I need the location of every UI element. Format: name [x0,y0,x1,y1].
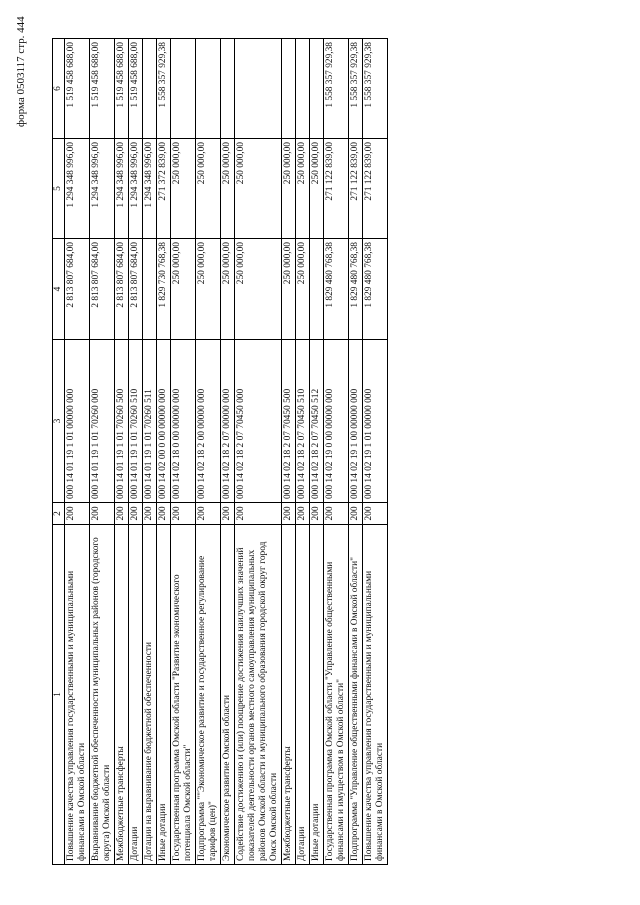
table-row [90,39,115,865]
cell-name: Государственная программа Омской области "Развитие экономического потенциала Омской области" [171,525,196,865]
cell-code: 200 [221,503,235,525]
cell-c6: 1 519 458 688,00 [129,39,143,139]
cell-code: 200 [235,503,282,525]
table-row [157,39,171,865]
table-row [363,39,388,865]
cell-c4: 250 000,00 [171,239,196,340]
cell-kbk: 000 14 02 19 1 01 00000 000 [363,340,388,503]
cell-name: Дотации на выравнивание бюджетной обеспеченности [143,525,157,865]
cell-c4: 2 813 807 684,00 [129,239,143,340]
table-row [129,39,143,865]
cell-kbk: 000 14 02 18 2 07 00000 000 [221,340,235,503]
cell-kbk: 000 14 01 19 1 01 00000 000 [65,340,90,503]
table-row [221,39,235,865]
cell-c5: 1 294 348 996,00 [143,139,157,239]
cell-code: 200 [363,503,388,525]
cell-c5: 250 000,00 [235,139,282,239]
cell-c4 [310,239,324,340]
cell-name: Межбюджетные трансферты [115,525,129,865]
cell-kbk: 000 14 02 18 2 07 70450 500 [282,340,296,503]
column-header: 2 [53,503,65,525]
cell-kbk: 000 14 02 19 1 00 00000 000 [349,340,363,503]
table-row [196,39,221,865]
cell-c5: 271 122 839,00 [363,139,388,239]
cell-kbk: 000 14 02 18 2 07 70450 510 [296,340,310,503]
form-reference: форма 0503117 стр. 444 [15,16,27,127]
cell-c5: 250 000,00 [310,139,324,239]
cell-c4: 1 829 730 768,38 [157,239,171,340]
table-row [143,39,157,865]
cell-name: Повышение качества управления государственными и муниципальными финансами в Омской области [65,525,90,865]
cell-c4: 250 000,00 [282,239,296,340]
cell-c4: 1 829 480 768,38 [324,239,349,340]
table-row [65,39,90,865]
cell-c6 [221,39,235,139]
cell-code: 200 [349,503,363,525]
cell-c5: 250 000,00 [282,139,296,239]
cell-c6 [171,39,196,139]
cell-name: Подпрограмма ""Экономическое развитие и государственное регулирование тарифов (цен)" [196,525,221,865]
cell-c6 [235,39,282,139]
cell-c5: 1 294 348 996,00 [129,139,143,239]
cell-kbk: 000 14 02 18 2 00 00000 000 [196,340,221,503]
cell-c6: 1 519 458 688,00 [115,39,129,139]
cell-c6: 1 519 458 688,00 [90,39,115,139]
cell-c5: 1 294 348 996,00 [115,139,129,239]
table-row [171,39,196,865]
cell-code: 200 [65,503,90,525]
cell-name: Межбюджетные трансферты [282,525,296,865]
cell-c5: 271 372 839,00 [157,139,171,239]
cell-c5: 250 000,00 [196,139,221,239]
table-row [324,39,349,865]
cell-c4: 2 813 807 684,00 [90,239,115,340]
table-row [349,39,363,865]
cell-c5: 250 000,00 [171,139,196,239]
cell-c6 [296,39,310,139]
cell-c6 [196,39,221,139]
table-row [310,39,324,865]
column-header: 4 [53,239,65,340]
cell-c4: 250 000,00 [221,239,235,340]
cell-c6 [310,39,324,139]
column-header: 3 [53,340,65,503]
cell-name: Повышение качества управления государственными и муниципальными финансами в Омской области [363,525,388,865]
cell-c6: 1 558 357 929,38 [349,39,363,139]
cell-kbk: 000 14 02 00 0 00 00000 000 [157,340,171,503]
cell-c5: 250 000,00 [221,139,235,239]
cell-kbk: 000 14 01 19 1 01 70260 511 [143,340,157,503]
cell-c4: 250 000,00 [296,239,310,340]
cell-c5: 250 000,00 [296,139,310,239]
cell-name: Иные дотации [310,525,324,865]
cell-name: Иные дотации [157,525,171,865]
cell-c4: 2 813 807 684,00 [65,239,90,340]
cell-kbk: 000 14 02 18 0 00 00000 000 [171,340,196,503]
cell-kbk: 000 14 01 19 1 01 70260 510 [129,340,143,503]
cell-code: 200 [196,503,221,525]
cell-name: Выравнивание бюджетной обеспеченности муниципальных районов (городского округа) Омской области [90,525,115,865]
cell-name: Содействие достижению и (или) поощрение достижения наилучших значений показателей деятельности органов местного самоуправления муниципальных районов Омской области и муниципального образования городской округ город Омск Омской области [235,525,282,865]
cell-kbk: 000 14 02 18 2 07 70450 000 [235,340,282,503]
cell-c6: 1 519 458 688,00 [65,39,90,139]
cell-code: 200 [171,503,196,525]
cell-code: 200 [157,503,171,525]
table-row [235,39,282,865]
budget-table [52,38,388,865]
cell-c4: 1 829 480 768,38 [363,239,388,340]
table-body [65,39,388,865]
cell-name: Подпрограмма "Управление общественными финансами в Омской области" [349,525,363,865]
cell-code: 200 [90,503,115,525]
cell-name: Дотации [129,525,143,865]
cell-code: 200 [115,503,129,525]
table-row [115,39,129,865]
cell-kbk: 000 14 02 19 0 00 00000 000 [324,340,349,503]
column-header: 1 [53,525,65,865]
header-row [53,39,65,865]
cell-code: 200 [324,503,349,525]
cell-name: Государственная программа Омской области "Управление общественными финансами и имуществом в Омской области" [324,525,349,865]
cell-name: Дотации [296,525,310,865]
table-row [282,39,296,865]
cell-code: 200 [129,503,143,525]
cell-kbk: 000 14 01 19 1 01 70260 500 [115,340,129,503]
cell-c6: 1 558 357 929,38 [363,39,388,139]
column-header: 5 [53,139,65,239]
cell-code: 200 [310,503,324,525]
cell-kbk: 000 14 01 19 1 01 70260 000 [90,340,115,503]
cell-name: Экономическое развитие Омской области [221,525,235,865]
cell-c5: 1 294 348 996,00 [90,139,115,239]
cell-c6 [143,39,157,139]
cell-kbk: 000 14 02 18 2 07 70450 512 [310,340,324,503]
cell-c4: 250 000,00 [235,239,282,340]
cell-code: 200 [282,503,296,525]
table-row [296,39,310,865]
cell-c6: 1 558 357 929,38 [324,39,349,139]
cell-code: 200 [143,503,157,525]
cell-c5: 271 122 839,00 [349,139,363,239]
cell-c6 [282,39,296,139]
cell-code: 200 [296,503,310,525]
cell-c4: 250 000,00 [196,239,221,340]
cell-c6: 1 558 357 929,38 [157,39,171,139]
cell-c4 [143,239,157,340]
cell-c5: 1 294 348 996,00 [65,139,90,239]
cell-c5: 271 122 839,00 [324,139,349,239]
column-header: 6 [53,39,65,139]
cell-c4: 1 829 480 768,38 [349,239,363,340]
cell-c4: 2 813 807 684,00 [115,239,129,340]
